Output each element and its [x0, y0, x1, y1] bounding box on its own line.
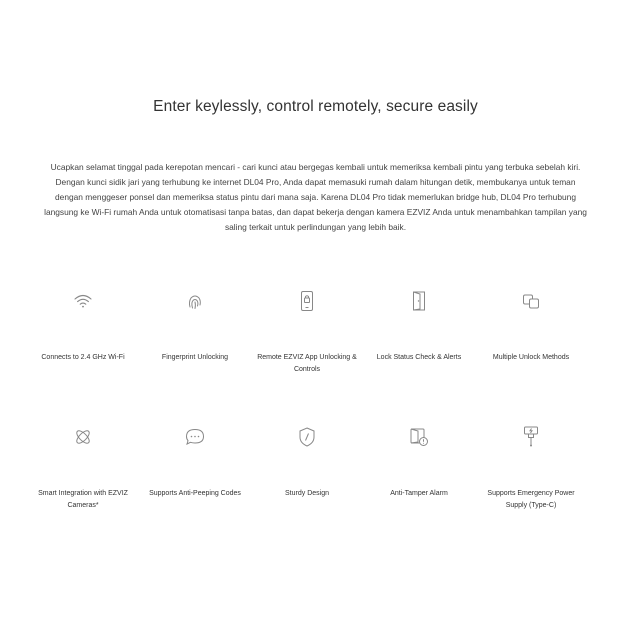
shield-icon [251, 420, 363, 454]
multiple-unlock-icon [475, 284, 587, 318]
feature-label: Smart Integration with EZVIZ Cameras* [38, 490, 128, 509]
feature-lock-status [363, 284, 475, 420]
feature-grid [27, 284, 587, 556]
feature-wifi [27, 284, 139, 420]
feature-label: Sturdy Design [285, 490, 329, 497]
feature-anti-peeping [139, 420, 251, 556]
feature-label: Supports Anti-Peeping Codes [149, 490, 241, 497]
phone-lock-icon [251, 284, 363, 318]
feature-label: Supports Emergency Power Supply (Type-C) [487, 490, 575, 509]
feature-emergency-power [475, 420, 587, 556]
feature-label: Anti-Tamper Alarm [390, 490, 448, 497]
feature-label: Lock Status Check & Alerts [376, 354, 462, 361]
feature-multiple-unlock [475, 284, 587, 420]
page-title: Enter keylessly, control remotely, secure easily [153, 98, 478, 115]
fingerprint-icon [139, 284, 251, 318]
feature-label: Multiple Unlock Methods [492, 354, 570, 361]
tamper-alarm-icon [363, 420, 475, 454]
feature-fingerprint [139, 284, 251, 420]
intro-paragraph: Ucapkan selamat tinggal pada kerepotan mencari - cari kunci atau bergegas kembali untuk memeriksa kembali pintu yang terbuka sebelah kiri. Dengan kunci sidik jari yang terhubung ke internet DL04 Pro, Anda dapat memasuki rumah dalam hitungan detik, membukanya untuk teman dengan menggeser ponsel dan memeriksa status pintu dari mana saja. Karena DL04 Pro tidak memerlukan bridge hub, DL04 Pro terhubung langsung ke Wi-Fi rumah Anda untuk otomatisasi tanpa batas, dan dapat bekerja dengan kamera EZVIZ Anda untuk menambahkan tampilan yang saling terkait untuk perlindungan yang lebih baik. [44, 162, 587, 232]
feature-label: Fingerprint Unlocking [161, 354, 229, 361]
feature-row [27, 284, 587, 420]
feature-label: Connects to 2.4 GHz Wi-Fi [41, 354, 125, 361]
feature-sturdy-design [251, 420, 363, 556]
feature-anti-tamper [363, 420, 475, 556]
power-supply-icon [475, 420, 587, 454]
chat-bubble-icon [139, 420, 251, 454]
door-status-icon [363, 284, 475, 318]
feature-remote-app [251, 284, 363, 420]
wifi-icon [27, 284, 139, 318]
integration-icon [27, 420, 139, 454]
feature-label: Remote EZVIZ App Unlocking & Controls [257, 354, 357, 373]
feature-row [27, 420, 587, 556]
feature-smart-integration [27, 420, 139, 556]
